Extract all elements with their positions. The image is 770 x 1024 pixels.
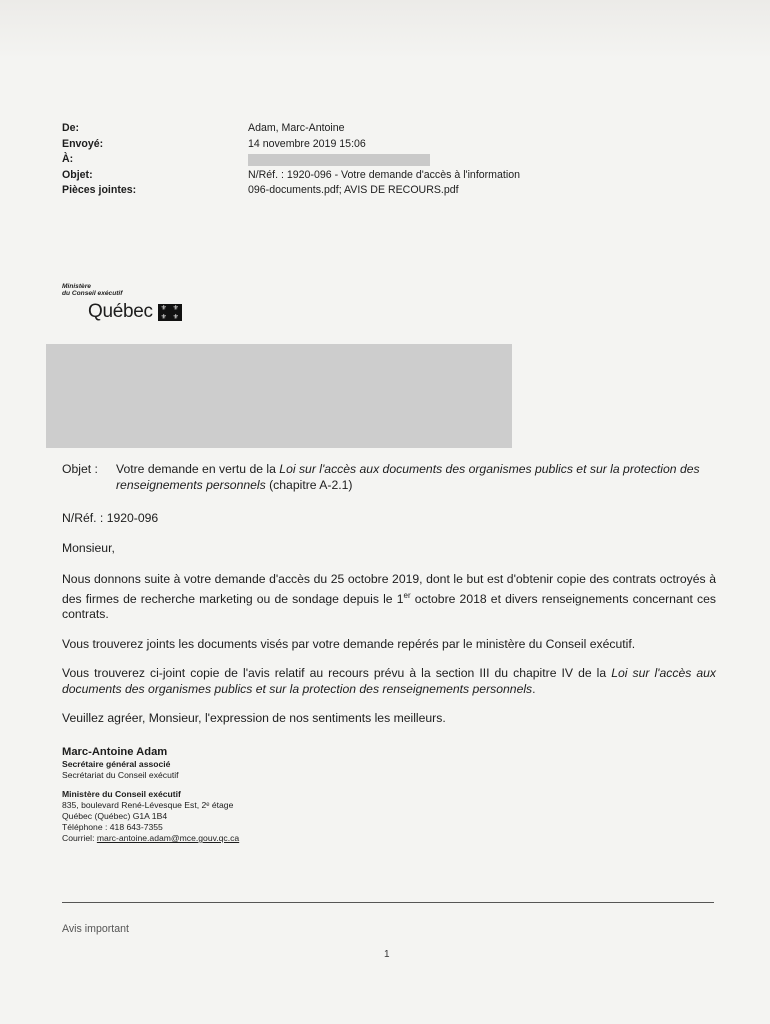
logo-quebec-wordmark: Québec	[88, 301, 153, 322]
footer-divider	[62, 902, 714, 903]
objet-text	[116, 462, 716, 493]
redacted-recipient	[248, 154, 430, 166]
page-number: 1	[384, 949, 390, 960]
para1-sup: er	[403, 590, 411, 600]
para3-pre: Vous trouverez ci-joint copie de l'avis relatif au recours prévu à la section III du chapitre IV de la	[62, 666, 612, 681]
header-row-attachments	[62, 183, 712, 199]
objet-law-title: Loi sur l'accès aux documents des organismes publics et sur la protection des renseignements personnels	[116, 462, 700, 492]
para1-pre: Nous donnons suite à votre demande d'accès du 25 octobre 2019, dont le but est d'obtenir copie des contrats octroyés à des firmes de recherche marketing ou de sondage depuis le 1	[62, 572, 716, 606]
email-header	[62, 121, 712, 199]
header-row-sent	[62, 137, 712, 153]
paragraph-documents: Vous trouverez joints les documents visés par votre demande repérés par le ministère du Conseil exécutif.	[62, 636, 636, 651]
paragraph-request	[62, 572, 716, 623]
from-label: De:	[62, 122, 80, 134]
contact-address2: Québec (Québec) G1A 1B4	[62, 811, 168, 821]
header-row-to	[62, 152, 712, 168]
redacted-address-block	[46, 344, 512, 448]
letter-objet	[62, 462, 716, 494]
reference-number: N/Réf. : 1920-096	[62, 511, 159, 525]
contact-ministry: Ministère du Conseil exécutif	[62, 789, 181, 799]
objet-text-pre: Votre demande en vertu de la	[116, 462, 280, 476]
logo-ministry-line2: du Conseil exécutif	[62, 290, 123, 298]
email-link[interactable]: marc-antoine.adam@mce.gouv.qc.ca	[96, 833, 240, 843]
contact-block	[62, 789, 462, 844]
attachments-label: Pièces jointes:	[62, 184, 137, 196]
scan-top-margin	[0, 0, 770, 60]
signatory-unit: Secrétariat du Conseil exécutif	[62, 770, 179, 780]
contact-address1: 835, boulevard René-Lévesque Est, 2ᵉ étage	[62, 800, 234, 810]
signatory-name: Marc-Antoine Adam	[62, 746, 168, 758]
signatory-title: Secrétaire général associé	[62, 759, 171, 769]
objet-text-post: (chapitre A-2.1)	[265, 477, 353, 492]
closing-formula: Veuillez agréer, Monsieur, l'expression de nos sentiments les meilleurs.	[62, 711, 446, 726]
sent-label: Envoyé:	[62, 137, 104, 150]
para3-law-title: Loi sur l'accès aux documents des organismes publics et sur la protection des renseignements personnels	[62, 666, 717, 696]
logo-quebec-row	[88, 301, 182, 323]
sent-value: 14 novembre 2019 15:06	[248, 137, 366, 150]
para1-post: octobre 2018 et divers renseignements concernant ces contrats.	[62, 591, 716, 622]
logo-ministry-line1: Ministère	[62, 283, 91, 290]
contact-email-row	[62, 833, 462, 844]
attachments-value: 096-documents.pdf; AVIS DE RECOURS.pdf	[248, 184, 459, 196]
signature-block	[62, 745, 462, 844]
from-value: Adam, Marc-Antoine	[248, 122, 345, 134]
subject-value: N/Réf. : 1920-096 - Votre demande d'accès à l'information	[248, 168, 520, 181]
header-row-subject	[62, 168, 712, 184]
contact-phone: Téléphone : 418 643-7355	[62, 822, 163, 832]
subject-label: Objet:	[62, 168, 93, 181]
paragraph-recourse	[62, 666, 716, 697]
objet-label: Objet :	[62, 462, 98, 476]
fleurdelise-flag-icon: ⚜ ⚜ ⚜ ⚜	[158, 304, 182, 321]
letter-body	[62, 462, 716, 727]
header-row-from	[62, 121, 712, 137]
important-notice: Avis important	[62, 923, 129, 935]
email-label: Courriel:	[62, 833, 97, 843]
salutation: Monsieur,	[62, 540, 115, 555]
to-label: À:	[62, 153, 74, 165]
para3-post: .	[532, 681, 536, 696]
ministry-logo	[62, 283, 179, 322]
